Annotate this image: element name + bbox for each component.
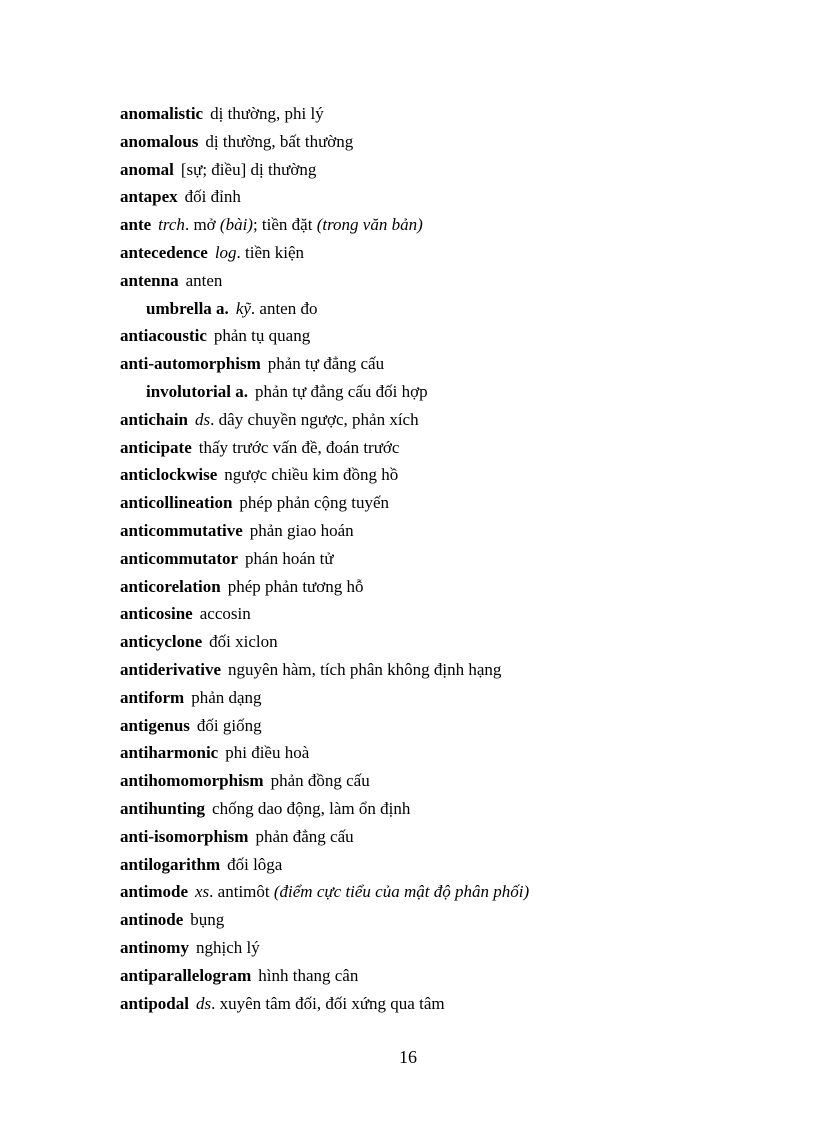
dictionary-entry [120, 517, 760, 545]
entry-definition: dị thường, bất thường [205, 131, 354, 151]
entry-term: antiform [120, 687, 185, 707]
dictionary-entry [120, 461, 760, 489]
entry-definition: ngược chiều kim đồng hồ [224, 465, 399, 485]
dictionary-entry [120, 183, 760, 211]
entry-term: antihunting [120, 798, 206, 818]
dictionary-entry [120, 545, 760, 573]
dictionary-entry [120, 628, 760, 656]
entry-term: antapex [120, 187, 178, 207]
sub-entry [120, 295, 760, 323]
dictionary-entry [120, 211, 760, 239]
entry-definition: đối xiclon [209, 632, 278, 652]
entry-definition: nghịch lý [195, 937, 260, 957]
entry-term: anticipate [120, 437, 192, 457]
entry-term: anomal [120, 159, 174, 179]
entry-term: antiacoustic [120, 326, 207, 346]
dictionary-entry [120, 267, 760, 295]
entry-annotation: (bài) [219, 215, 253, 235]
entry-term: antiharmonic [120, 743, 219, 763]
entry-annotation: ds [195, 409, 211, 429]
entry-definition: nguyên hàm, tích phân không định hạng [228, 659, 502, 679]
entry-annotation: log [214, 242, 237, 262]
entry-definition: phi điều hoà [225, 743, 310, 763]
entry-term: anticommutator [120, 548, 239, 568]
entry-term: antiparallelogram [120, 965, 252, 985]
entry-term: anticollineation [120, 493, 233, 513]
dictionary-page [120, 100, 760, 1017]
dictionary-entry [120, 656, 760, 684]
entry-definition: phản giao hoán [249, 520, 354, 540]
entry-definition: phản tự đẳng cấu [267, 354, 385, 374]
entry-term: anticorelation [120, 576, 221, 596]
dictionary-entry [120, 934, 760, 962]
entry-term: umbrella a. [146, 298, 229, 318]
entry-definition: phản đẳng cấu [255, 826, 354, 846]
entry-list [120, 100, 760, 1017]
entry-term: antenna [120, 270, 179, 290]
entry-term: antimode [120, 882, 188, 902]
entry-definition: hình thang cân [258, 965, 359, 985]
dictionary-entry [120, 739, 760, 767]
entry-definition: . tiền kiện [236, 242, 305, 262]
dictionary-entry [120, 573, 760, 601]
entry-annotation: (trong văn bản) [316, 215, 423, 235]
entry-definition: . dây chuyền ngược, phản xích [210, 409, 419, 429]
entry-term: involutorial a. [146, 381, 249, 401]
entry-term: anticlockwise [120, 465, 218, 485]
entry-definition: bụng [190, 910, 225, 930]
entry-annotation: trch [158, 215, 185, 235]
entry-annotation: (điểm cực tiểu của mật độ phân phối) [273, 882, 530, 902]
entry-definition: . mở [184, 215, 220, 235]
entry-definition: phán hoán tử [245, 548, 334, 568]
entry-term: antinomy [120, 937, 189, 957]
dictionary-entry [120, 600, 760, 628]
entry-definition: ; tiền đặt [252, 215, 317, 235]
dictionary-entry [120, 906, 760, 934]
entry-definition: . antimôt [209, 882, 274, 902]
entry-definition: đối đỉnh [184, 187, 241, 207]
entry-term: antigenus [120, 715, 190, 735]
entry-annotation: kỹ [235, 298, 251, 318]
dictionary-entry [120, 239, 760, 267]
entry-definition: phản tự đẳng cấu đối hợp [255, 381, 428, 401]
entry-term: antilogarithm [120, 854, 221, 874]
entry-definition: phép phản cộng tuyến [239, 493, 390, 513]
entry-definition: accosin [199, 604, 251, 624]
entry-term: ante [120, 215, 152, 235]
entry-term: anticyclone [120, 632, 203, 652]
entry-definition: thấy trước vấn đề, đoán trước [198, 437, 400, 457]
dictionary-entry [120, 684, 760, 712]
entry-definition: anten [185, 270, 223, 290]
entry-definition: phản dạng [191, 687, 262, 707]
entry-term: antiderivative [120, 659, 222, 679]
dictionary-entry [120, 322, 760, 350]
dictionary-entry [120, 156, 760, 184]
dictionary-entry [120, 712, 760, 740]
entry-definition: phép phản tương hỗ [227, 576, 364, 596]
entry-term: anticommutative [120, 520, 243, 540]
dictionary-entry [120, 795, 760, 823]
entry-definition: . xuyên tâm đối, đối xứng qua tâm [211, 993, 445, 1013]
dictionary-entry [120, 823, 760, 851]
entry-term: antichain [120, 409, 189, 429]
page-number: 16 [399, 1047, 417, 1067]
entry-term: anti-automorphism [120, 354, 261, 374]
entry-term: anticosine [120, 604, 193, 624]
entry-term: antipodal [120, 993, 189, 1013]
dictionary-entry [120, 767, 760, 795]
entry-annotation: xs [195, 882, 210, 902]
entry-definition: [sự; điều] dị thường [180, 159, 317, 179]
entry-term: anti-isomorphism [120, 826, 249, 846]
dictionary-entry [120, 100, 760, 128]
entry-term: antihomomorphism [120, 771, 264, 791]
entry-definition: đối lôga [227, 854, 283, 874]
dictionary-entry [120, 406, 760, 434]
entry-definition: dị thường, phi lý [210, 104, 324, 123]
dictionary-entry [120, 878, 760, 906]
entry-definition: phản tụ quang [213, 326, 311, 346]
dictionary-entry [120, 990, 760, 1018]
dictionary-entry [120, 350, 760, 378]
entry-definition: phản đồng cấu [270, 771, 370, 791]
dictionary-entry [120, 962, 760, 990]
entry-annotation: ds [195, 993, 212, 1013]
entry-definition: chống dao động, làm ổn định [212, 798, 411, 818]
dictionary-entry [120, 434, 760, 462]
entry-definition: đối giống [196, 715, 262, 735]
dictionary-entry [120, 128, 760, 156]
entry-term: antinode [120, 910, 184, 930]
dictionary-entry [120, 851, 760, 879]
dictionary-entry [120, 489, 760, 517]
entry-definition: . anten đo [250, 298, 318, 318]
entry-term: antecedence [120, 242, 208, 262]
sub-entry [120, 378, 760, 406]
entry-term: anomalistic [120, 104, 204, 123]
entry-term: anomalous [120, 131, 199, 151]
